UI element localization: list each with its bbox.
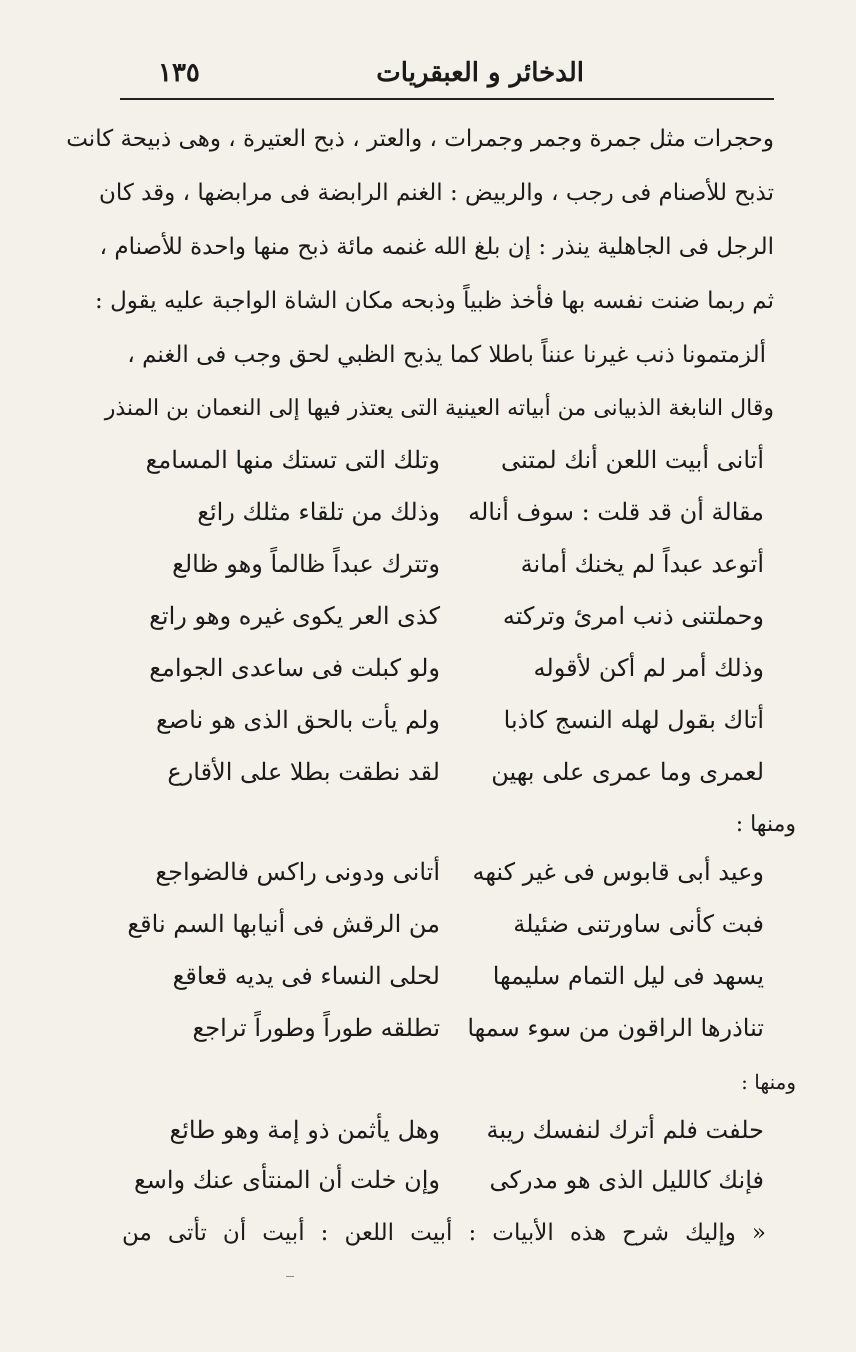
verse-first-hemistich: حلفت فلم أترك لنفسك ريبة: [486, 1116, 764, 1144]
running-title: الدخائر و العبقريات: [376, 58, 584, 88]
verse-line: [140, 962, 774, 1002]
verse-second-hemistich: ولم يأت بالحق الذى هو ناصع: [156, 706, 440, 734]
verse-first-hemistich: وحملتنى ذنب امرئ وتركته: [502, 602, 764, 630]
verse-first-hemistich: يسهد فى ليل التمام سليمها: [492, 962, 764, 990]
verse-intro: وقال النابغة الذبيانى من أبياته العينية التى يعتذر فيها إلى النعمان بن المنذر: [104, 396, 774, 421]
prose-line: تذبح للأصنام فى رجب ، والربيض : الغنم الرابضة فى مرابضها ، وقد كان: [98, 180, 774, 206]
verse-second-hemistich: وإن خلت أن المنتأى عنك واسع: [133, 1166, 440, 1194]
section-label: ومنها :: [735, 812, 796, 837]
verse-line: [127, 910, 774, 950]
verse-second-hemistich: وتترك عبداً ظالماً وهو ظالع: [172, 550, 440, 578]
verse-line: [140, 1116, 774, 1156]
verse-first-hemistich: فبت كأنى ساورتنى ضئيلة: [513, 910, 764, 938]
verse-line: [140, 858, 774, 898]
section-label: ومنها :: [741, 1070, 796, 1094]
page-mark: [286, 1276, 294, 1277]
verse-first-hemistich: فإنك كالليل الذى هو مدركى: [489, 1166, 764, 1194]
verse-line: [140, 654, 774, 694]
verse-line: [140, 758, 774, 798]
verse-first-hemistich: وعيد أبى قابوس فى غير كنهه: [472, 858, 764, 886]
verse-second-hemistich: وتلك التى تستك منها المسامع: [145, 446, 440, 474]
verse-first-hemistich: أتانى أبيت اللعن أنك لمتنى: [500, 446, 764, 474]
verse-second-hemistich: ولو كبلت فى ساعدى الجوامع: [149, 654, 440, 682]
page-number: ١٣٥: [158, 58, 200, 88]
prose-line: ألزمتمونا ذنب غيرنا عنناً باطلا كما يذبح الظبي لحق وجب فى الغنم ،: [127, 342, 766, 368]
prose-line: ثم ربما ضنت نفسه بها فأخذ ظبياً وذبحه مكان الشاة الواجبة عليه يقول :: [95, 288, 774, 314]
verse-line: [140, 550, 774, 590]
prose-line: الرجل فى الجاهلية ينذر : إن بلغ الله غنمه مائة ذبح منها واحدة للأصنام ،: [99, 234, 774, 260]
verse-second-hemistich: لحلى النساء فى يديه قعاقع: [172, 962, 440, 990]
verse-line: [140, 602, 774, 642]
verse-first-hemistich: مقالة أن قد قلت : سوف أناله: [468, 498, 764, 526]
verse-line: [140, 1014, 774, 1054]
verse-second-hemistich: كذى العر يكوى غيره وهو راتع: [149, 602, 440, 630]
verse-first-hemistich: تناذرها الراقون من سوء سمها: [467, 1014, 764, 1042]
prose-line: وحجرات مثل جمرة وجمر وجمرات ، والعتر ، ذبح العتيرة ، وهى ذبيحة كانت: [66, 126, 774, 152]
verse-first-hemistich: أتاك بقول لهله النسج كاذبا: [503, 706, 764, 734]
verse-line: [133, 1166, 774, 1206]
verse-line: [140, 498, 774, 538]
verse-first-hemistich: وذلك أمر لم أكن لأقوله: [533, 654, 764, 682]
verse-line: [140, 706, 774, 746]
verse-second-hemistich: وذلك من تلقاء مثلك رائع: [197, 498, 440, 526]
verse-line: [140, 446, 774, 486]
page-header: [120, 52, 774, 100]
verse-second-hemistich: وهل يأثمن ذو إمة وهو طائع: [169, 1116, 440, 1144]
closing-line: « وإليك شرح هذه الأبيات : أبيت اللعن : أبيت أن تأتى من: [122, 1220, 766, 1246]
verse-second-hemistich: تطلقه طوراً وطوراً تراجع: [192, 1014, 440, 1042]
verse-first-hemistich: أتوعد عبداً لم يخنك أمانة: [520, 550, 764, 578]
verse-first-hemistich: لعمرى وما عمرى على بهين: [491, 758, 764, 786]
verse-second-hemistich: لقد نطقت بطلا على الأقارع: [167, 758, 440, 786]
verse-second-hemistich: من الرقش فى أنيابها السم ناقع: [127, 910, 440, 938]
verse-second-hemistich: أتانى ودونى راكس فالضواجع: [155, 858, 440, 886]
